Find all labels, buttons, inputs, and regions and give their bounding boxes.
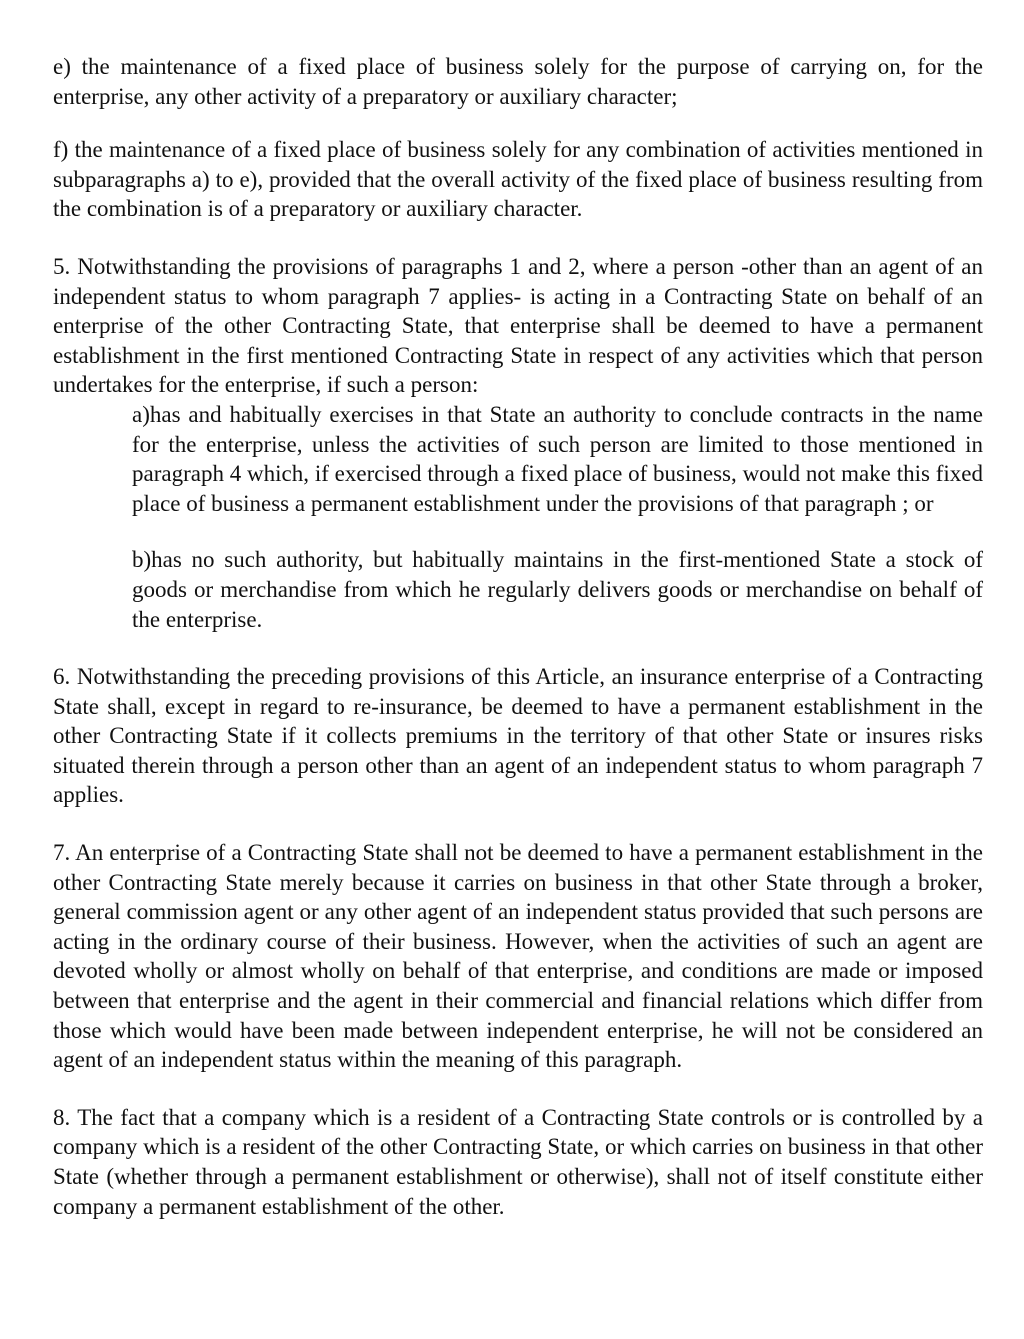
paragraph-5: 5. Notwithstanding the provisions of paragraphs 1 and 2, where a person -other than an agent of an independent status to whom paragraph 7 applies- is acting in a Contracting State on behalf of an enterprise of the other Contracting State, that enterprise shall be deemed to have a permanent establishment in the first mentioned Contracting State in respect of any activities which that person undertakes for the enterprise, if such a person: [53,253,983,398]
document-page [53,52,983,1221]
subparagraph-5b: b)has no such authority, but habitually maintains in the first-mentioned State a stock of goods or merchandise from which he regularly delivers goods or merchandise on behalf of the enterprise. [132,547,983,632]
paragraph-8: 8. The fact that a company which is a resident of a Contracting State controls or is controlled by a company which is a resident of the other Contracting State, or which carries on business in that other State (whether through a permanent establishment or otherwise), shall not of itself constitute either company a permanent establishment of the other. [53,1104,983,1219]
paragraph-4e: e) the maintenance of a fixed place of business solely for the purpose of carrying on, for the enterprise, any other activity of a preparatory or auxiliary character; [53,54,983,109]
paragraph-6: 6. Notwithstanding the preceding provisions of this Article, an insurance enterprise of a Contracting State shall, except in regard to re-insurance, be deemed to have a permanent establishment in the other Contracting State if it collects premiums in the territory of that other State or insures risks situated therein through a person other than an agent of an independent status to whom paragraph 7 applies. [53,664,983,808]
paragraph-4f: f) the maintenance of a fixed place of business solely for any combination of activities mentioned in subparagraphs a) to e), provided that the overall activity of the fixed place of business resulting from the combination is of a preparatory or auxiliary character. [53,137,983,222]
subparagraph-5a: a)has and habitually exercises in that State an authority to conclude contracts in the name for the enterprise, unless the activities of such person are limited to those mentioned in paragraph 4 which, if exercised through a fixed place of business, would not make this fixed place of business a permanent establishment under the provisions of that paragraph ; or [132,401,983,516]
paragraph-7: 7. An enterprise of a Contracting State shall not be deemed to have a permanent establishment in the other Contracting State merely because it carries on business in that other State through a broker, general commission agent or any other agent of an independent status provided that such persons are acting in the ordinary course of their business. However, when the activities of such an agent are devoted wholly or almost wholly on behalf of that enterprise, and conditions are made or imposed between that enterprise and the agent in their commercial and financial relations which differ from those which would have been made between independent enterprise, he will not be considered an agent of an independent status within the meaning of this paragraph. [53,840,983,1073]
